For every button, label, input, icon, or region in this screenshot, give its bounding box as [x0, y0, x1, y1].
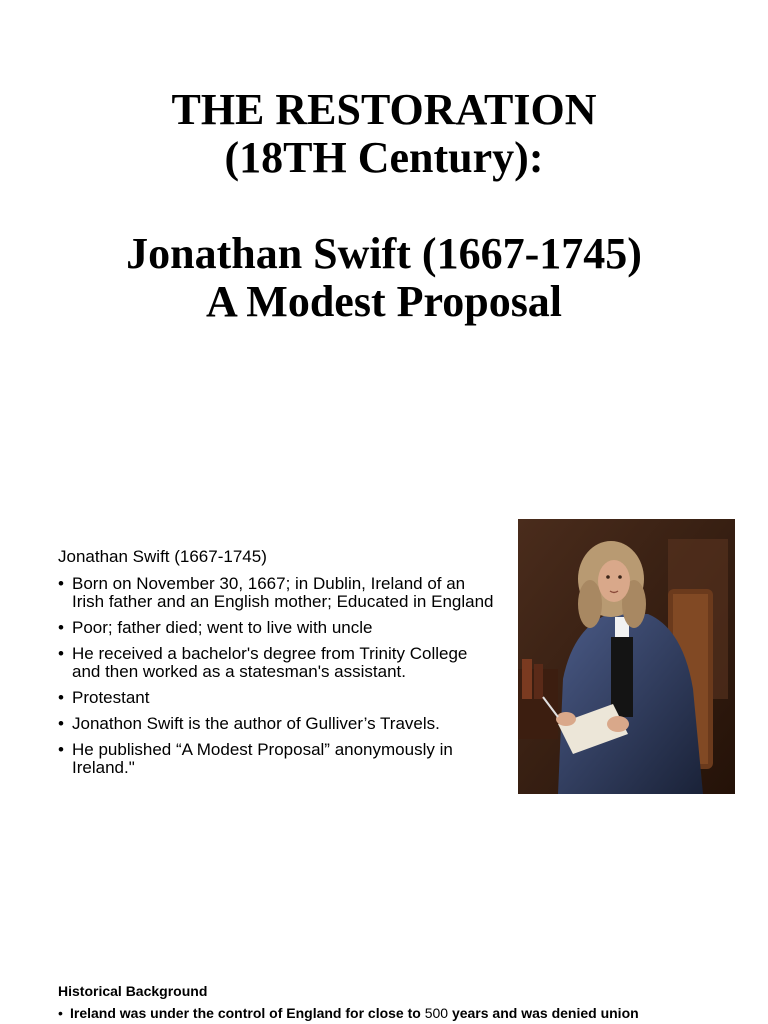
title-line-4: A Modest Proposal: [205, 277, 563, 326]
history-number: 500: [424, 1005, 449, 1021]
history-heading: Historical Background: [58, 983, 208, 999]
bio-heading: Jonathan Swift (1667-1745): [58, 547, 267, 566]
slide-title: [0, 86, 768, 326]
bio-bullet: • He received a bachelor's degree from Trinity College and then worked as a statesman's assistant.: [58, 645, 498, 681]
portrait-svg: [518, 519, 735, 794]
bio-bullet: • Protestant: [58, 689, 498, 707]
bio-bullet: • Poor; father died; went to live with uncle: [58, 619, 498, 637]
title-line-2: (18TH Century):: [224, 133, 544, 182]
title-line-3: Jonathan Swift (1667-1745): [126, 229, 642, 278]
historical-background-section: [58, 980, 738, 1024]
bio-bullet: • He published “A Modest Proposal” anonymously in Ireland.": [58, 741, 498, 777]
bio-bullet: • Born on November 30, 1667; in Dublin, Ireland of an Irish father and an English mother; Educated in England: [58, 575, 498, 611]
portrait-image: [518, 519, 735, 794]
bio-bullet: • Jonathon Swift is the author of Gulliver’s Travels.: [58, 715, 498, 733]
title-line-1: THE RESTORATION: [171, 85, 597, 134]
history-bullet: [58, 1002, 738, 1024]
bio-section: [58, 546, 498, 785]
bio-list: [58, 575, 498, 777]
history-text-b: years and was denied union: [448, 1005, 639, 1021]
history-text-a: Ireland was under the control of England for close to: [70, 1005, 425, 1021]
